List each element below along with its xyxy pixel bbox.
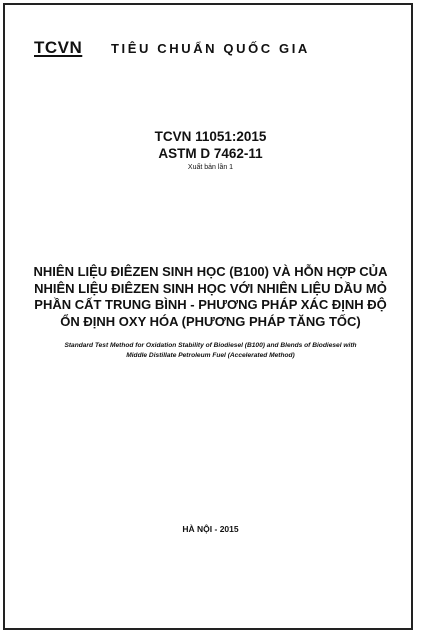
astm-code: ASTM D 7462-11 [158, 146, 263, 161]
vietnamese-title-line: PHẦN CẤT TRUNG BÌNH - PHƯƠNG PHÁP XÁC ĐỊNH ĐỘ [34, 297, 387, 312]
english-title-line: Middle Distillate Petroleum Fuel (Accelerated Method) [126, 351, 295, 359]
vietnamese-title-line: ỔN ĐỊNH OXY HÓA (PHƯƠNG PHÁP TĂNG TỐC) [60, 313, 361, 329]
tcvn-logo: TCVN [34, 38, 83, 57]
english-title-line: Standard Test Method for Oxidation Stability of Biodiesel (B100) and Blends of Biodiesel with [64, 342, 357, 349]
place-and-year: HÀ NỘI - 2015 [182, 524, 239, 534]
vietnamese-title-line: NHIÊN LIỆU ĐIÊZEN SINH HỌC (B100) VÀ HỖN HỢP CỦA [33, 264, 388, 279]
english-title [20, 341, 401, 360]
edition-note: Xuất bản lần 1 [187, 164, 234, 171]
national-standard-label: TIÊU CHUẨN QUỐC GIA [111, 41, 310, 56]
vietnamese-title [20, 264, 401, 330]
standard-codes [0, 128, 421, 173]
cover-header [34, 38, 384, 62]
tcvn-code: TCVN 11051:2015 [154, 129, 267, 144]
vietnamese-title-line: NHIÊN LIỆU ĐIÊZEN SINH HỌC VỚI NHIÊN LIỆU DẦU MỎ [34, 280, 387, 296]
